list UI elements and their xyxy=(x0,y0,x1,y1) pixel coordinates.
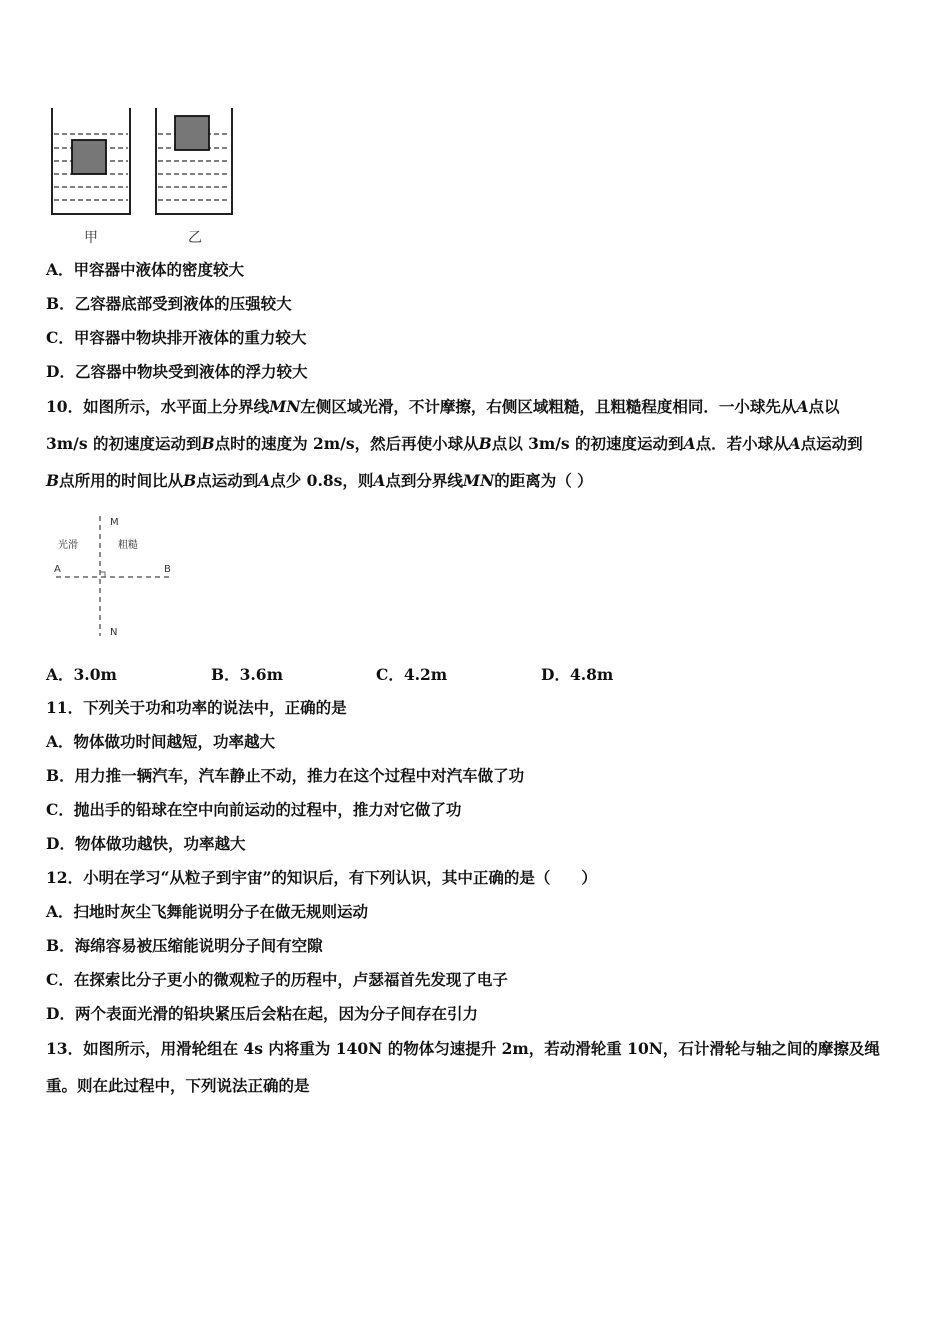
q9-option-d: D．乙容器中物块受到液体的浮力较大 xyxy=(46,362,308,381)
q11-option-b: B．用力推一辆汽车，汽车静止不动，推力在这个过程中对汽车做了功 xyxy=(46,766,525,785)
container-jia xyxy=(52,108,130,214)
label-point-m: M xyxy=(110,517,119,528)
q9-option-c: C．甲容器中物块排开液体的重力较大 xyxy=(46,328,307,347)
q10-stem-line-1: 10．如图所示，水平面上分界线MN左侧区域光滑，不计摩擦，右侧区域粗糙，且粗糙程度相同．一小球先从A点以 xyxy=(46,397,840,416)
q11-option-a: A．物体做功时间越短，功率越大 xyxy=(46,732,276,751)
q10-stem-line-2: 3m/s 的初速度运动到B点时的速度为 2m/s，然后再使小球从B点以 3m/s 的初速度运动到A点．若小球从A点运动到 xyxy=(46,434,863,453)
q12-option-b: B．海绵容易被压缩能说明分子间有空隙 xyxy=(46,936,323,955)
containers-figure xyxy=(46,100,246,250)
q12-option-d: D．两个表面光滑的铅块紧压后会粘在起，因为分子间存在引力 xyxy=(46,1004,478,1023)
label-point-a: A xyxy=(54,564,61,575)
q11-option-c: C．抛出手的铅球在空中向前运动的过程中，推力对它做了功 xyxy=(46,800,462,819)
q13-stem-line-1: 13．如图所示，用滑轮组在 4s 内将重为 140N 的物体匀速提升 2m，若动滑轮重 10N，石计滑轮与轴之间的摩擦及绳 xyxy=(46,1039,880,1058)
q10-options xyxy=(46,663,846,685)
q11-stem: 11．下列关于功和功率的说法中，正确的是 xyxy=(46,698,347,717)
label-point-b: B xyxy=(164,564,171,575)
label-smooth: 光滑 xyxy=(58,540,78,551)
block-jia xyxy=(72,140,106,174)
q12-option-c: C．在探索比分子更小的微观粒子的历程中，卢瑟福首先发现了电子 xyxy=(46,970,508,989)
q12-option-a: A．扫地时灰尘飞舞能说明分子在做无规则运动 xyxy=(46,902,369,921)
label-point-n: N xyxy=(110,627,118,638)
container-yi xyxy=(156,108,232,214)
label-jia: 甲 xyxy=(84,230,98,246)
q12-stem: 12．小明在学习“从粒子到宇宙”的知识后，有下列认识，其中正确的是（ ） xyxy=(46,868,597,887)
label-yi: 乙 xyxy=(188,230,202,246)
boundary-figure xyxy=(46,510,186,640)
q10-option-b: B．3.6m xyxy=(211,665,283,684)
q10-option-a: A．3.0m xyxy=(46,665,117,684)
q10-stem-line-3: B点所用的时间比从B点运动到A点少 0.8s，则A点到分界线MN的距离为（ ） xyxy=(46,471,593,490)
q13-stem-line-2: 重。则在此过程中，下列说法正确的是 xyxy=(46,1076,310,1095)
q10-option-d: D．4.8m xyxy=(541,665,614,684)
block-yi xyxy=(175,116,209,150)
q10-number: 10． xyxy=(46,397,84,416)
label-rough: 粗糙 xyxy=(118,540,138,551)
q10-option-c: C．4.2m xyxy=(376,665,448,684)
q9-option-b: B．乙容器底部受到液体的压强较大 xyxy=(46,294,292,313)
q11-option-d: D．物体做功越快，功率越大 xyxy=(46,834,246,853)
q9-option-a: A．甲容器中液体的密度较大 xyxy=(46,260,245,279)
